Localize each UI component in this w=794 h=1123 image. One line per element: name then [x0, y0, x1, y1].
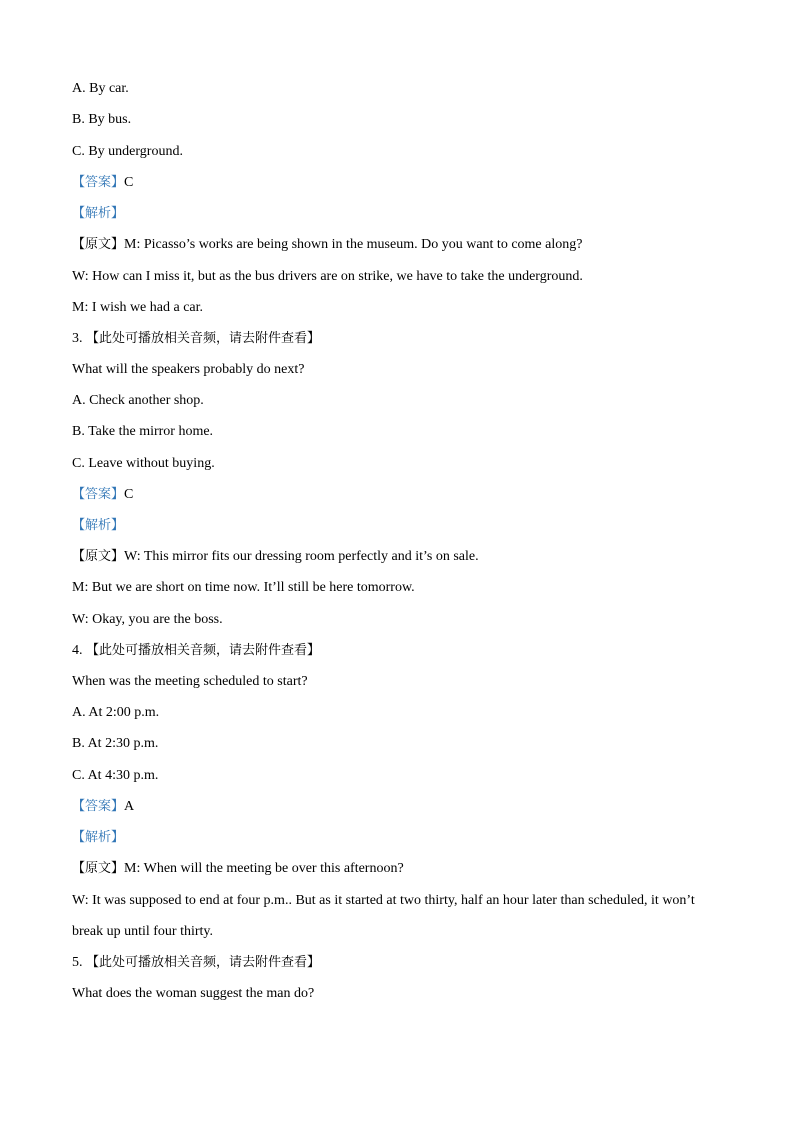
transcript-text: W: This mirror fits our dressing room perfectly and it’s on sale.: [124, 549, 479, 564]
question-number: 4.: [72, 643, 83, 658]
question-header: [72, 954, 320, 972]
answer-value: C: [124, 487, 134, 502]
transcript-line: W: Okay, you are the boss.: [72, 612, 223, 627]
question-header: [72, 330, 320, 348]
option-c: C. At 4:30 p.m.: [72, 768, 159, 783]
question-number: 3.: [72, 331, 83, 346]
answer-tag: 【答案】: [72, 175, 125, 190]
transcript-line: M: But we are short on time now. It’ll still be here tomorrow.: [72, 580, 415, 595]
transcript-line: break up until four thirty.: [72, 924, 214, 939]
answer-line: [72, 798, 134, 816]
transcript-text: M: When will the meeting be over this afternoon?: [124, 861, 404, 876]
question-text: What will the speakers probably do next?: [72, 362, 305, 377]
transcript-line: W: How can I miss it, but as the bus drivers are on strike, we have to take the underground.: [72, 269, 583, 284]
analysis-line: [72, 829, 124, 847]
transcript-text: M: Picasso’s works are being shown in the museum. Do you want to come along?: [124, 237, 583, 252]
audio-note: 【此处可播放相关音频，请去附件查看】: [86, 331, 321, 346]
transcript-line: M: I wish we had a car.: [72, 300, 204, 315]
original-tag: 【原文】: [72, 237, 125, 252]
transcript-line: W: It was supposed to end at four p.m.. But as it started at two thirty, half an hour later than scheduled, it won’t: [72, 893, 695, 908]
option-a: A. By car.: [72, 81, 129, 96]
answer-value: C: [124, 175, 134, 190]
answer-value: A: [124, 799, 135, 814]
question-header: [72, 642, 320, 660]
answer-line: [72, 174, 133, 192]
transcript-line: [72, 548, 479, 566]
option-b: B. Take the mirror home.: [72, 424, 214, 439]
option-a: A. Check another shop.: [72, 393, 204, 408]
analysis-tag: 【解析】: [72, 830, 125, 845]
analysis-line: [72, 517, 124, 535]
answer-tag: 【答案】: [72, 487, 125, 502]
question-number: 5.: [72, 955, 83, 970]
transcript-line: [72, 860, 404, 878]
audio-note: 【此处可播放相关音频，请去附件查看】: [86, 643, 321, 658]
transcript-line: [72, 236, 582, 254]
analysis-line: [72, 205, 124, 223]
answer-line: [72, 486, 133, 504]
audio-note: 【此处可播放相关音频，请去附件查看】: [86, 955, 321, 970]
question-text: What does the woman suggest the man do?: [72, 986, 315, 1001]
original-tag: 【原文】: [72, 861, 125, 876]
option-a: A. At 2:00 p.m.: [72, 705, 160, 720]
question-text: When was the meeting scheduled to start?: [72, 674, 308, 689]
original-tag: 【原文】: [72, 549, 125, 564]
option-b: B. At 2:30 p.m.: [72, 736, 159, 751]
option-c: C. By underground.: [72, 144, 183, 159]
analysis-tag: 【解析】: [72, 206, 125, 221]
analysis-tag: 【解析】: [72, 518, 125, 533]
answer-tag: 【答案】: [72, 799, 125, 814]
option-c: C. Leave without buying.: [72, 456, 215, 471]
option-b: B. By bus.: [72, 112, 132, 127]
